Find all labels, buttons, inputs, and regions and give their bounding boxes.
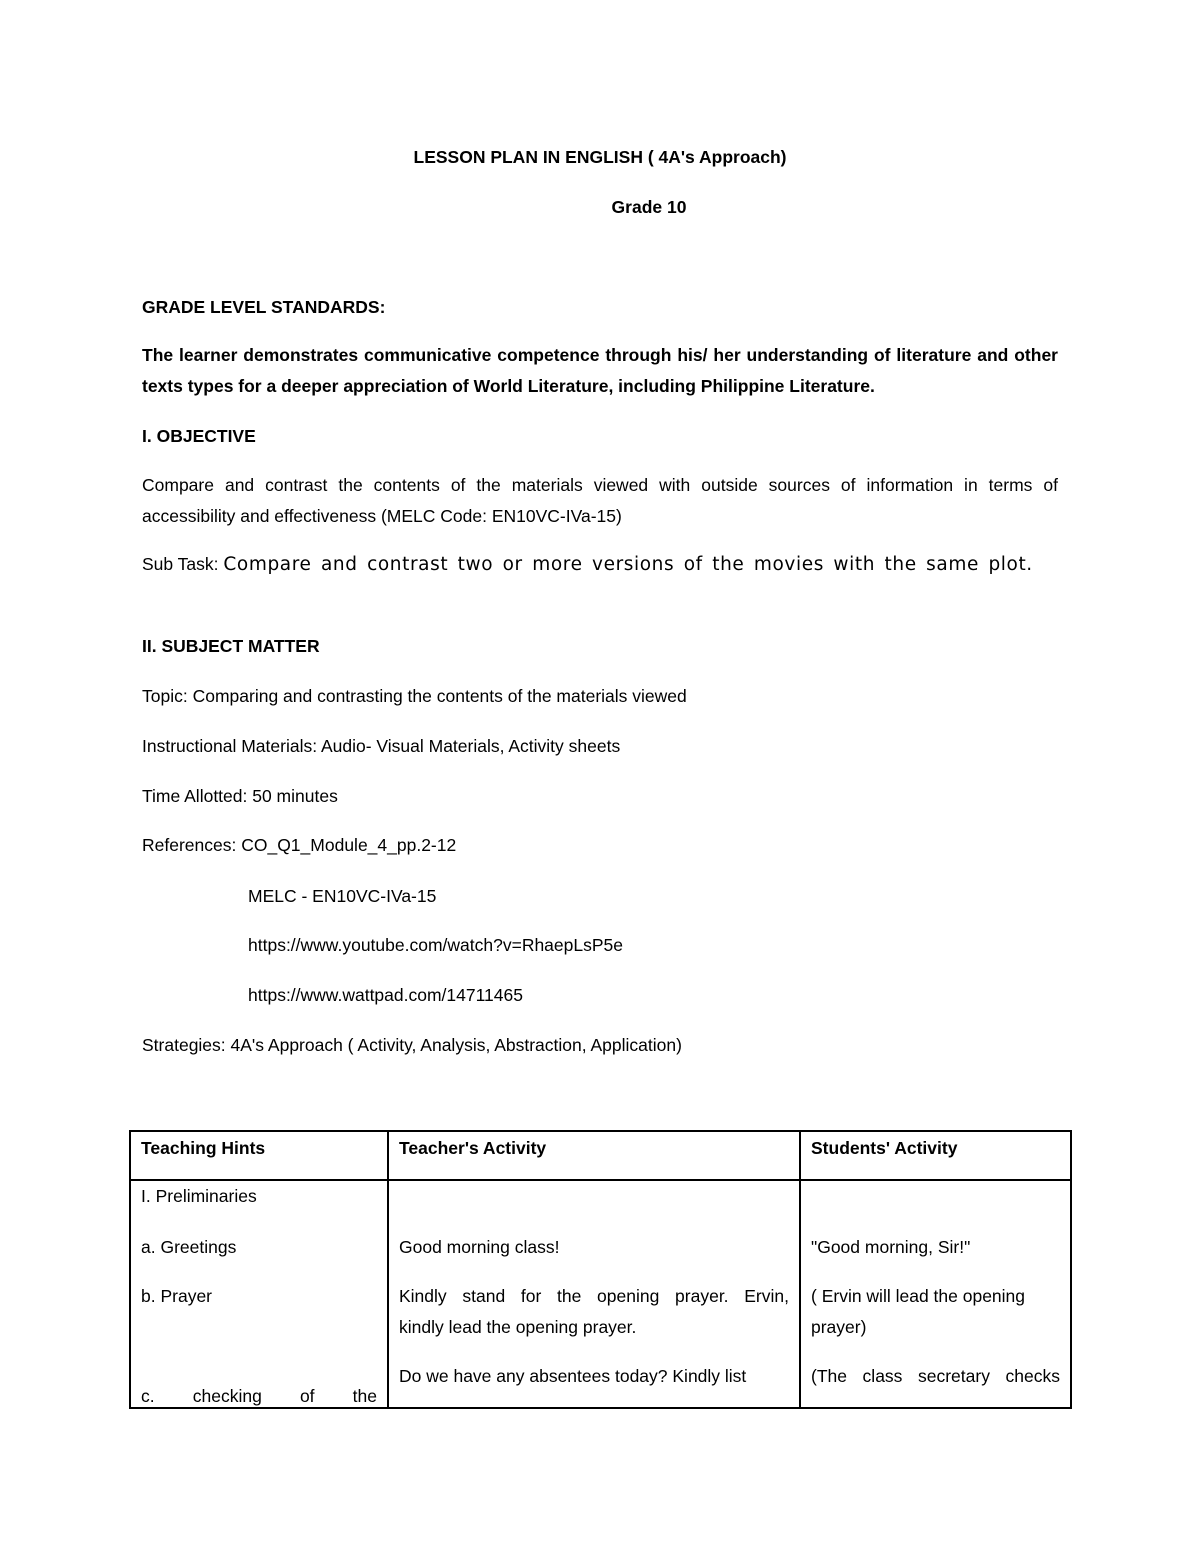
hint-checking: c. checking of the xyxy=(141,1386,377,1406)
teachers-activity-cell xyxy=(388,1180,800,1408)
grade-label: Grade 10 xyxy=(611,197,687,217)
standards-heading: GRADE LEVEL STANDARDS: xyxy=(142,297,386,317)
student-prayer-line-2: prayer) xyxy=(811,1317,867,1337)
subject-matter-heading: II. SUBJECT MATTER xyxy=(142,636,320,656)
strategies-line: Strategies: 4A's Approach ( Activity, Analysis, Abstraction, Application) xyxy=(142,1035,682,1055)
subtask xyxy=(142,549,1058,580)
student-prayer-line-1: ( Ervin will lead the opening xyxy=(811,1286,1026,1306)
standards-text: The learner demonstrates communicative competence through his/ her understanding of literature and other texts types for a deeper appreciation of World Literature, including Philippine Literature. xyxy=(142,345,1058,396)
hint-preliminaries: I. Preliminaries xyxy=(141,1186,257,1206)
table-row xyxy=(130,1180,1071,1408)
hint-greetings: a. Greetings xyxy=(141,1237,237,1257)
reference-youtube-link[interactable]: https://www.youtube.com/watch?v=RhaepLsP5e xyxy=(248,935,624,955)
materials-line: Instructional Materials: Audio- Visual Materials, Activity sheets xyxy=(142,736,621,756)
teacher-prayer-line-2: kindly lead the opening prayer. xyxy=(399,1317,637,1337)
reference-melc: MELC - EN10VC-IVa-15 xyxy=(248,886,437,906)
teacher-greetings: Good morning class! xyxy=(399,1237,560,1257)
lesson-activity-table xyxy=(129,1130,1072,1409)
header-teachers-activity: Teacher's Activity xyxy=(388,1131,800,1180)
topic-line: Topic: Comparing and contrasting the contents of the materials viewed xyxy=(142,686,687,706)
header-students-activity: Students' Activity xyxy=(800,1131,1071,1180)
teacher-attendance: Do we have any absentees today? Kindly list xyxy=(399,1366,747,1386)
document-title: LESSON PLAN IN ENGLISH ( 4A's Approach) xyxy=(413,147,787,167)
table-header-row xyxy=(130,1131,1071,1180)
subtask-text: Compare and contrast two or more versions of the movies with the same plot. xyxy=(223,554,1033,575)
objective-heading: I. OBJECTIVE xyxy=(142,426,256,446)
teacher-prayer-line-1: Kindly stand for the opening prayer. Ervin, xyxy=(399,1286,789,1306)
student-attendance: (The class secretary checks xyxy=(811,1366,1060,1386)
students-activity-cell xyxy=(800,1180,1071,1408)
objective-text: Compare and contrast the contents of the materials viewed with outside sources of information in terms of accessibility and effectiveness (MELC Code: EN10VC-IVa-15) xyxy=(142,475,1058,526)
time-allotted-line: Time Allotted: 50 minutes xyxy=(142,786,338,806)
student-greetings: "Good morning, Sir!" xyxy=(811,1237,971,1257)
reference-wattpad-link[interactable]: https://www.wattpad.com/14711465 xyxy=(248,985,523,1005)
header-teaching-hints: Teaching Hints xyxy=(130,1131,388,1180)
subtask-label: Sub Task: xyxy=(142,554,224,574)
references-line: References: CO_Q1_Module_4_pp.2-12 xyxy=(142,835,457,855)
hint-prayer: b. Prayer xyxy=(141,1286,212,1306)
teaching-hints-cell xyxy=(130,1180,388,1408)
